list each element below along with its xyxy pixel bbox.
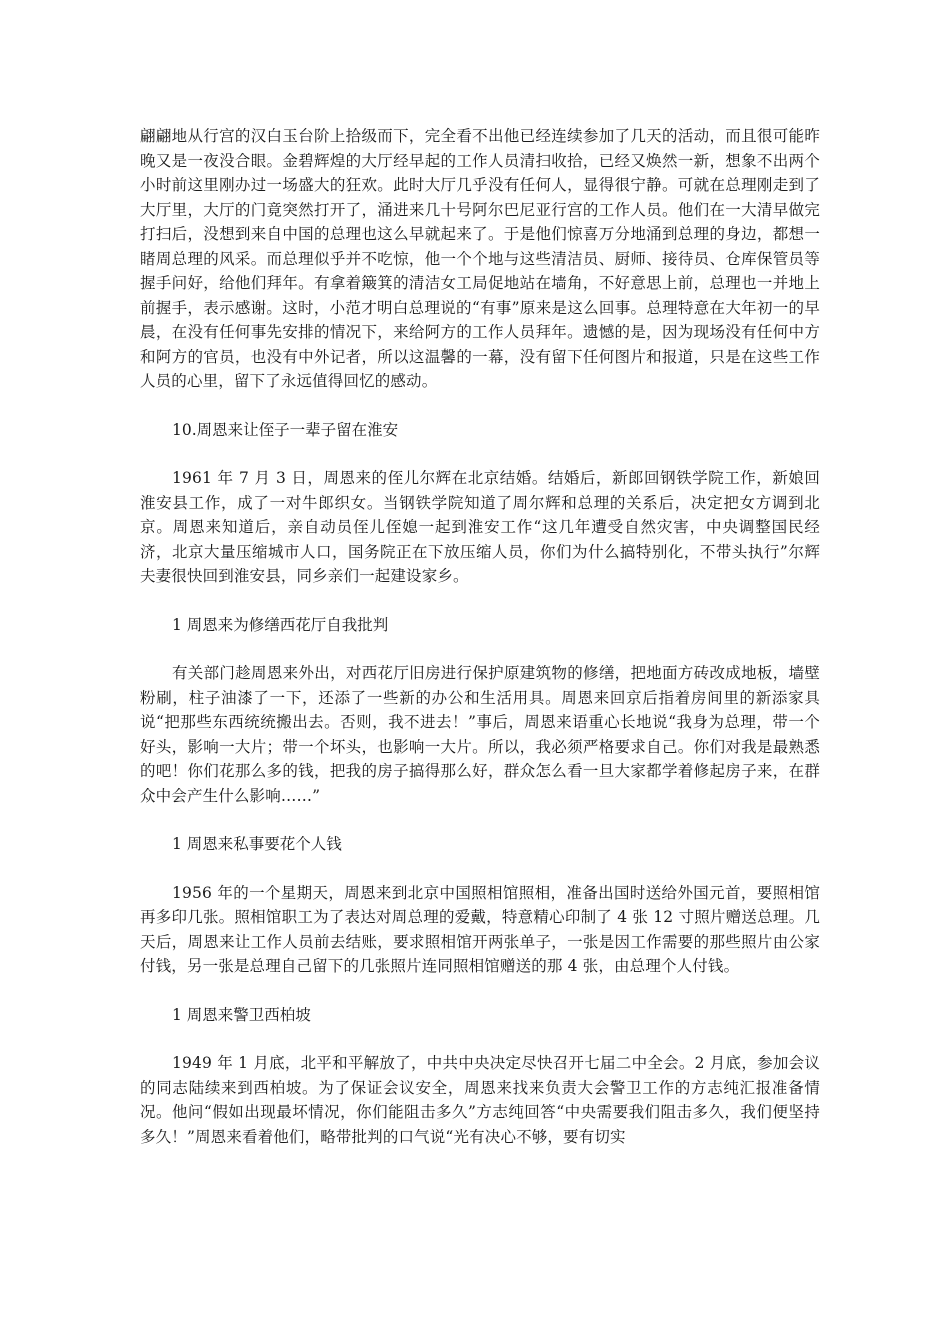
section-heading-private-expenses: 1 周恩来私事要花个人钱: [172, 835, 342, 853]
paragraph-gap: [140, 979, 820, 1003]
paragraph-nephew-huaian: 1961 年 7 月 3 日，周恩来的侄儿尔辉在北京结婚。结婚后，新郎回钢铁学院工作，新娘回淮安县工作，成了一对牛郎织女。当钢铁学院知道了周尔辉和总理的关系后，决定把女方调到北京。周恩来知道后，亲自动员侄儿侄媳一起到淮安工作“这几年遭受自然灾害，中央调整国民经济，北京大量压缩城市人口，国务院正在下放压缩人员，你们为什么搞特别化，不带头执行”尔辉夫妻很快回到淮安县，同乡亲们一起建设家乡。: [140, 469, 820, 585]
paragraph-gap: [140, 1027, 820, 1051]
paragraph-private-expenses: 1956 年的一个星期天，周恩来到北京中国照相馆照相，准备出国时送给外国元首，要照相馆再多印几张。照相馆职工为了表达对周总理的爱戴，特意精心印制了 4 张 12 寸照片赠送总理。几天后，周恩来让工作人员前去结账，要求照相馆开两张单子，一张是因工作需要的那些照片由公家付钱，另一张是总理自己留下的几张照片连同照相馆赠送的那 4 张，由总理个人付钱。: [140, 883, 820, 975]
section-heading-nephew-huaian: 10.周恩来让侄子一辈子留在淮安: [172, 420, 399, 439]
paragraph-xibaipo-guard: 1949 年 1 月底，北平和平解放了，中共中央决定尽快召开七届二中全会。2 月底，参加会议的同志陆续来到西柏坡。为了保证会议安全，周恩来找来负责大会警卫工作的方志纯汇报准备情况。他问“假如出现最坏情况，你们能阻击多久”方志纯回答“中央需要我们阻击多久，我们便坚持多久！”周恩来看着他们，略带批判的口气说“光有决心不够，要有切实: [140, 1054, 820, 1146]
paragraph-gap: [140, 442, 820, 466]
paragraph-gap: [140, 394, 820, 418]
paragraph-gap: [140, 637, 820, 661]
paragraph-xihuating-self-criticism: 有关部门趁周恩来外出，对西花厅旧房进行保护原建筑物的修缮，把地面方砖改成地板，墙壁粉刷，柱子油漆了一下，还添了一些新的办公和生活用具。周恩来回京后指着房间里的新添家具说“把那些东西统统搬出去。否则，我不进去！”事后，周恩来语重心长地说“我身为总理，带一个好头，影响一大片；带一个坏头，也影响一大片。所以，我必须严格要求自己。你们对我是最熟悉的吧！你们花那么多的钱，把我的房子搞得那么好，群众怎么看一旦大家都学着修起房子来，在群众中会产生什么影响……”: [140, 664, 820, 805]
paragraph-premier-new-year-greeting: 翩翩地从行宫的汉白玉台阶上拾级而下，完全看不出他已经连续参加了几天的活动，而且很可能昨晚又是一夜没合眼。金碧辉煌的大厅经早起的工作人员清扫收拾，已经又焕然一新，想象不出两个小时前这里刚办过一场盛大的狂欢。此时大厅几乎没有任何人，显得很宁静。可就在总理刚走到了大厅里，大厅的门竟突然打开了，涌进来几十号阿尔巴尼亚行宫的工作人员。他们在一大清早做完打扫后，没想到来自中国的总理也这么早就起来了。于是他们惊喜万分地涌到总理的身边，都想一睹周总理的风采。而总理似乎并不吃惊，他一个个地与这些清洁员、厨师、接待员、仓库保管员等握手问好，给他们拜年。有拿着簸箕的清洁女工局促地站在墙角，不好意思上前，总理也一并地上前握手，表示感谢。这时，小范才明白总理说的“有事”原来是这么回事。总理特意在大年初一的早晨，在没有任何事先安排的情况下，来给阿方的工作人员拜年。遗憾的是，因为现场没有任何中方和阿方的官员，也没有中外记者，所以这温馨的一幕，没有留下任何图片和报道，只是在这些工作人员的心里，留下了永远值得回忆的感动。: [140, 127, 820, 390]
paragraph-gap: [140, 589, 820, 613]
paragraph-gap: [140, 808, 820, 832]
document-page: [140, 124, 820, 1149]
section-heading-xibaipo-guard: 1 周恩来警卫西柏坡: [172, 1005, 311, 1024]
section-heading-xihuating-self-criticism: 1 周恩来为修缮西花厅自我批判: [172, 615, 389, 634]
paragraph-gap: [140, 857, 820, 881]
